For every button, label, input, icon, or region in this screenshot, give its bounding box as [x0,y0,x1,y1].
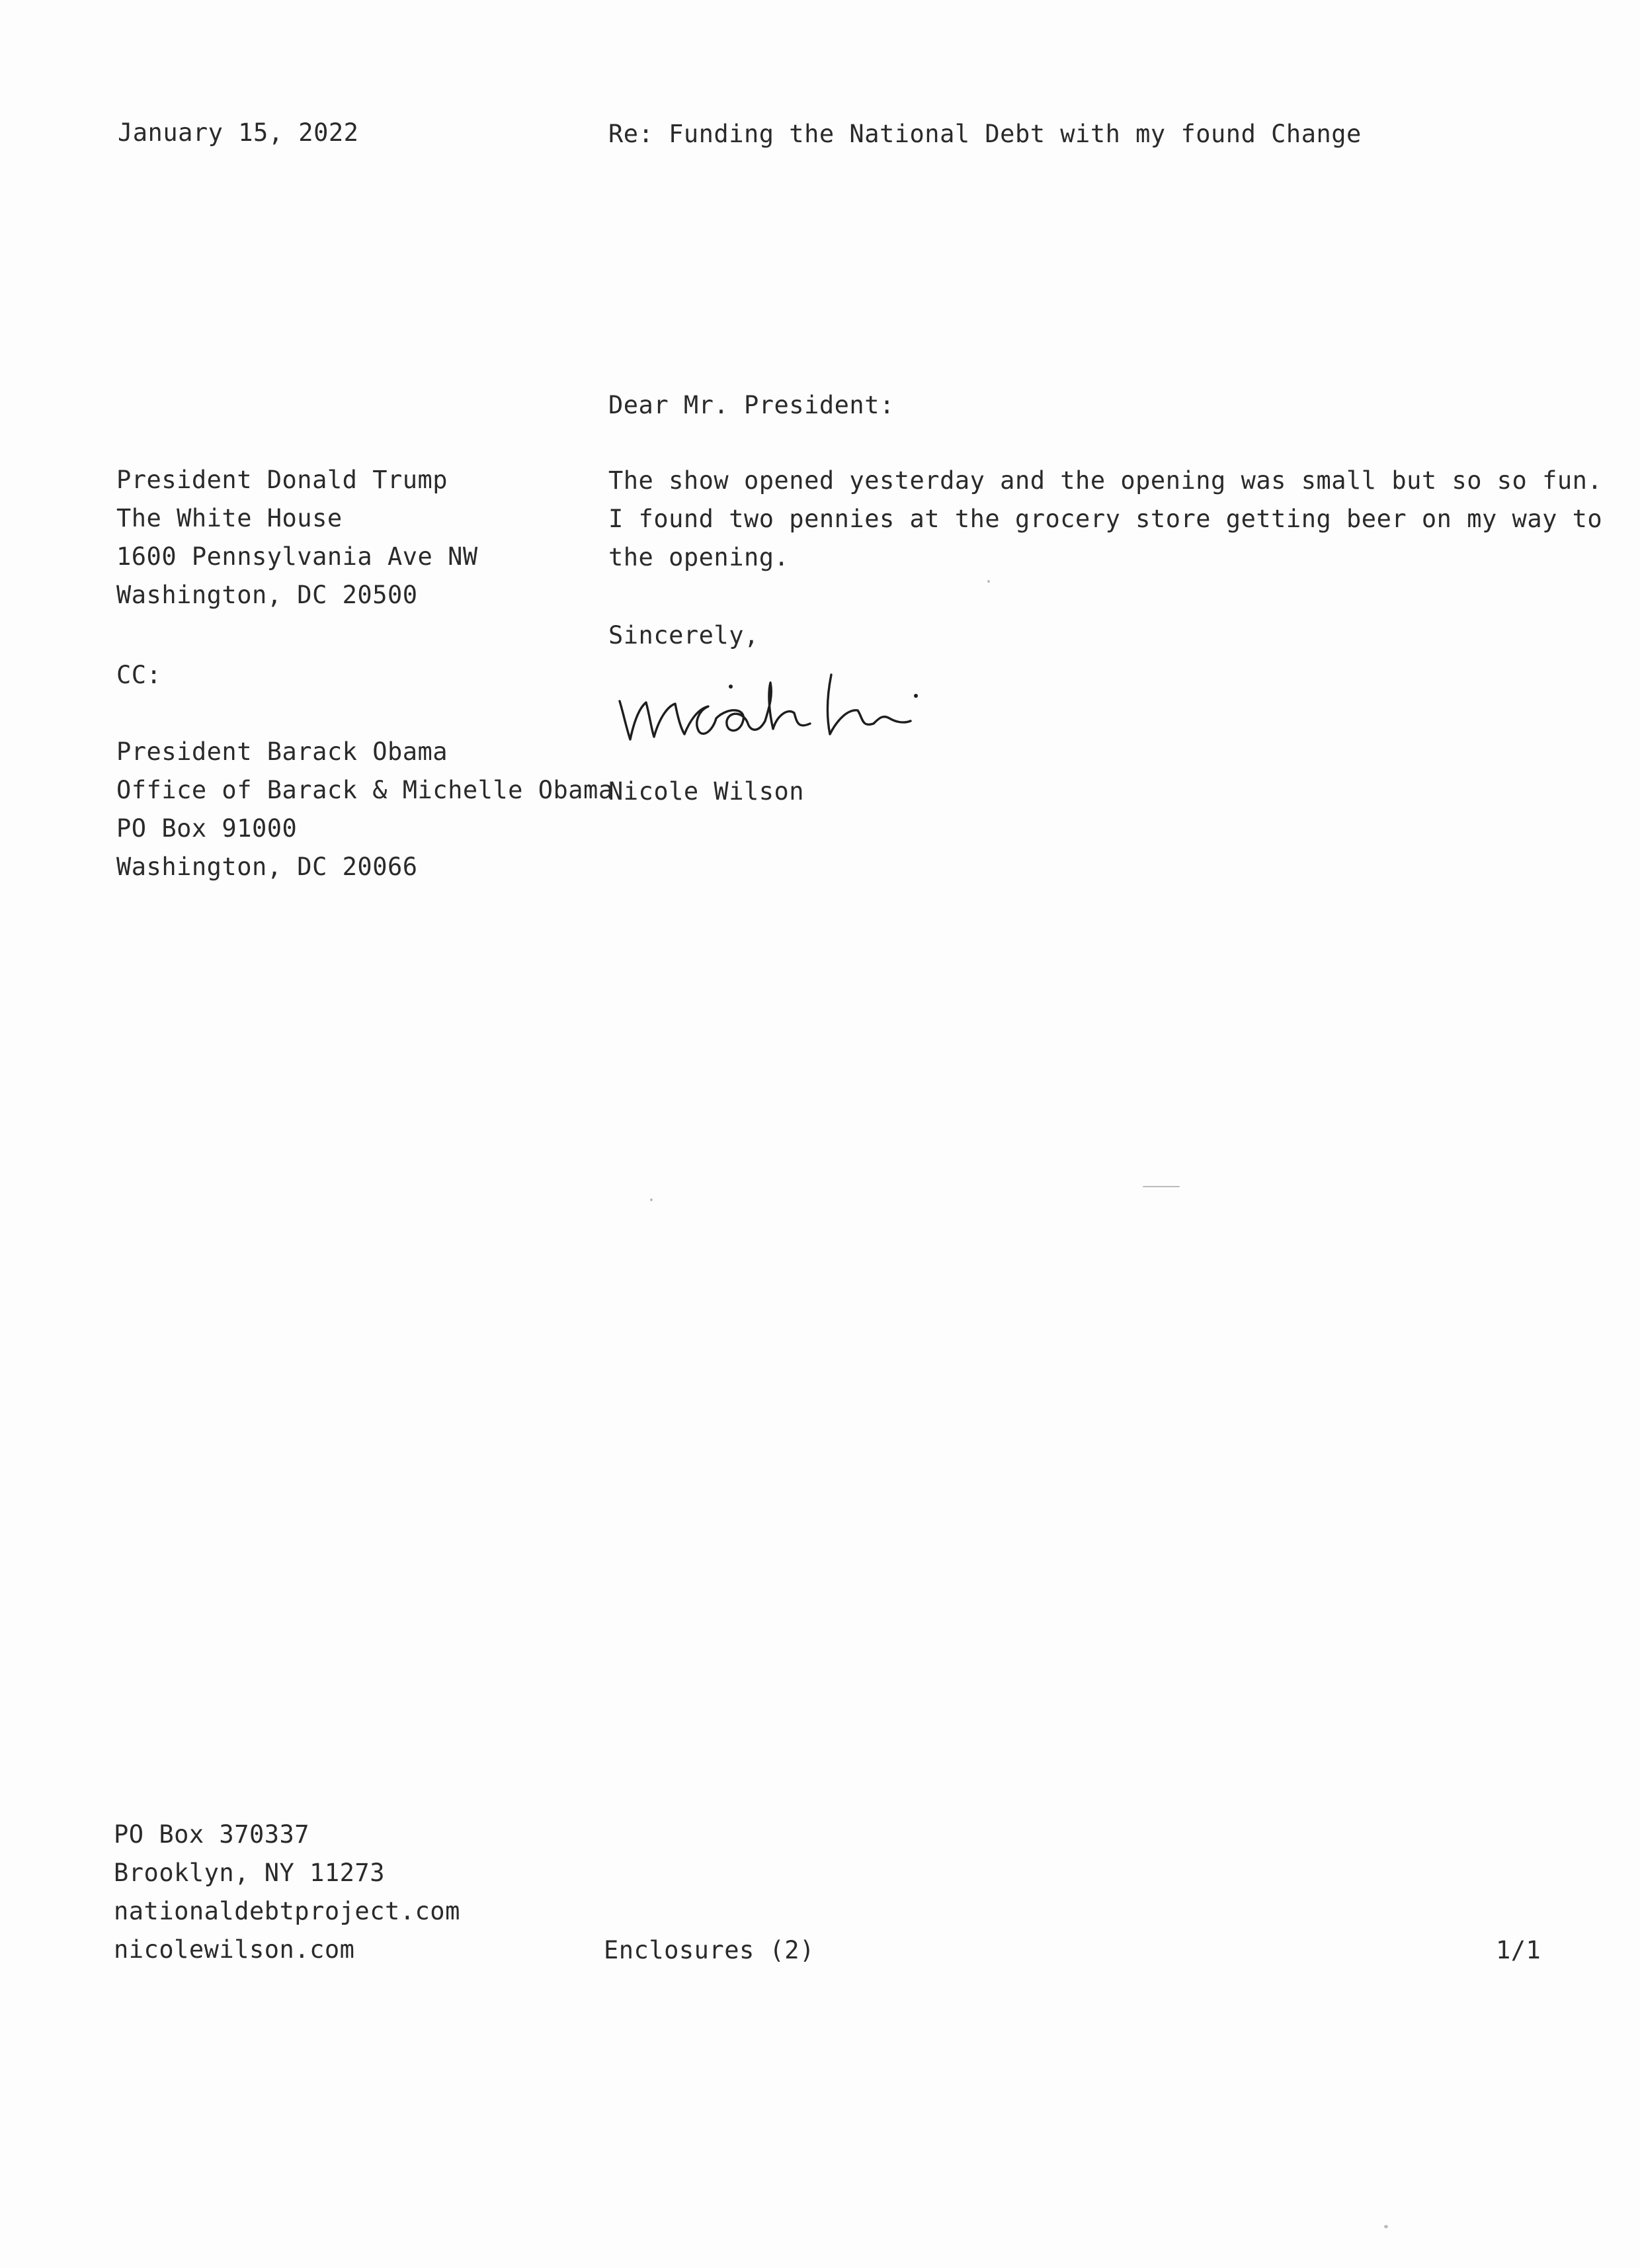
body-line: the opening. [608,543,790,571]
sender-line: nicolewilson.com [114,1935,355,1964]
page-number: 1/1 [1496,1936,1541,1964]
cc-address [116,733,614,886]
scan-speck [1384,2225,1388,2228]
cc-line: Washington, DC 20066 [116,853,418,881]
recipient-line: President Donald Trump [116,466,448,494]
handwritten-signature [612,655,956,761]
cc-label: CC: [116,661,162,689]
cc-line: President Barack Obama [116,737,448,766]
sender-line: PO Box 370337 [114,1820,310,1849]
recipient-line: The White House [116,504,343,532]
salutation: Dear Mr. President: [608,391,895,419]
body-line: The show opened yesterday and the opening was small but so so fun. [608,466,1603,495]
cc-line: Office of Barack & Michelle Obama [116,776,614,804]
recipient-line: Washington, DC 20500 [116,581,418,609]
signer-name: Nicole Wilson [608,777,805,806]
closing: Sincerely, [608,621,759,650]
body-line: I found two pennies at the grocery store getting beer on my way to [608,505,1603,533]
sender-line: Brooklyn, NY 11273 [114,1859,385,1887]
scan-speck [987,580,990,583]
cc-line: PO Box 91000 [116,814,298,843]
sender-line: nationaldebtproject.com [114,1897,460,1925]
scan-speck [650,1198,653,1201]
letter-body [608,462,1603,577]
sender-address [114,1816,460,1969]
letter-date: January 15, 2022 [118,118,359,147]
enclosures-note: Enclosures (2) [604,1936,815,1964]
letter-subject: Re: Funding the National Debt with my found Change [608,120,1362,148]
recipient-line: 1600 Pennsylvania Ave NW [116,542,478,571]
recipient-address [116,461,478,614]
scan-speck [1143,1186,1180,1187]
